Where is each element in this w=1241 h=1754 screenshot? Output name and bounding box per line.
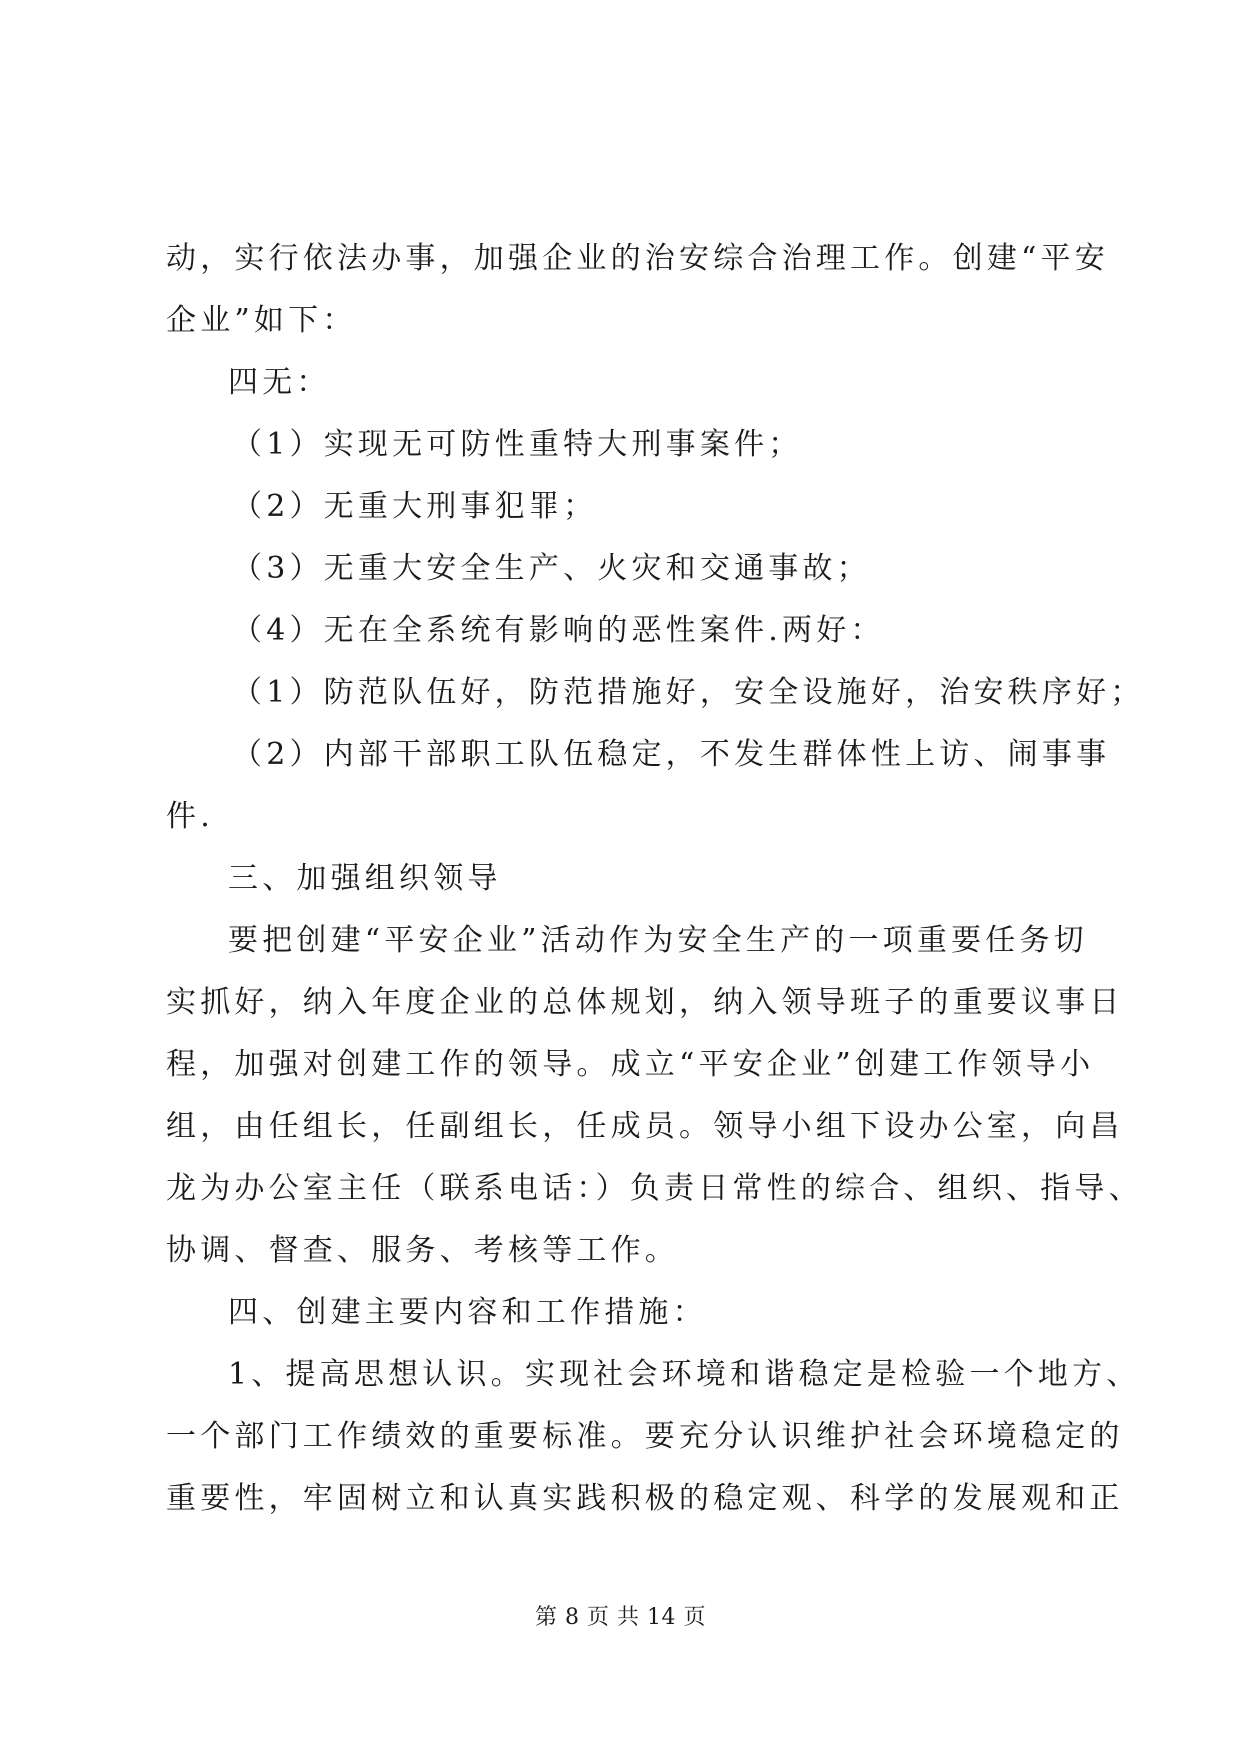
text-line: 四、创建主要内容和工作措施： <box>228 1295 707 1330</box>
text-line: 一个部门工作绩效的重要标准。要充分认识维护社会环境稳定的 <box>166 1419 1124 1454</box>
text-line: 三、加强组织领导 <box>228 861 502 896</box>
text-line: 龙为办公室主任（联系电话：）负责日常性的综合、组织、指导、 <box>166 1171 1143 1206</box>
text-line: （2）无重大刑事犯罪； <box>232 489 598 524</box>
text-line: （3）无重大安全生产、火灾和交通事故； <box>232 551 871 586</box>
text-line: （1）实现无可防性重特大刑事案件； <box>232 427 803 462</box>
page-footer: 第 8 页 共 14 页 <box>535 1605 706 1630</box>
text-line: 程，加强对创建工作的领导。成立“平安企业”创建工作领导小 <box>166 1047 1095 1082</box>
text-line: 协调、督查、服务、考核等工作。 <box>166 1233 679 1268</box>
text-line: 企业”如下： <box>166 303 357 338</box>
text-line: 实抓好，纳入年度企业的总体规划，纳入领导班子的重要议事日 <box>166 985 1124 1020</box>
text-line: （1）防范队伍好，防范措施好，安全设施好，治安秩序好； <box>232 675 1145 710</box>
text-line: 四无： <box>228 365 331 400</box>
text-line: 重要性，牢固树立和认真实践积极的稳定观、科学的发展观和正 <box>166 1481 1124 1516</box>
text-line: （2）内部干部职工队伍稳定，不发生群体性上访、闹事事 <box>232 737 1111 772</box>
text-line: 1、提高思想认识。实现社会环境和谐稳定是检验一个地方、 <box>228 1357 1141 1392</box>
text-line: 件. <box>166 799 214 834</box>
text-line: 要把创建“平安企业”活动作为安全生产的一项重要任务切 <box>228 923 1088 958</box>
text-line: 组，由任组长，任副组长，任成员。领导小组下设办公室，向昌 <box>166 1109 1124 1144</box>
text-line: （4）无在全系统有影响的恶性案件.两好： <box>232 613 885 648</box>
body-text <box>166 228 1145 1530</box>
text-line: 动，实行依法办事，加强企业的治安综合治理工作。创建“平安 <box>166 241 1109 276</box>
